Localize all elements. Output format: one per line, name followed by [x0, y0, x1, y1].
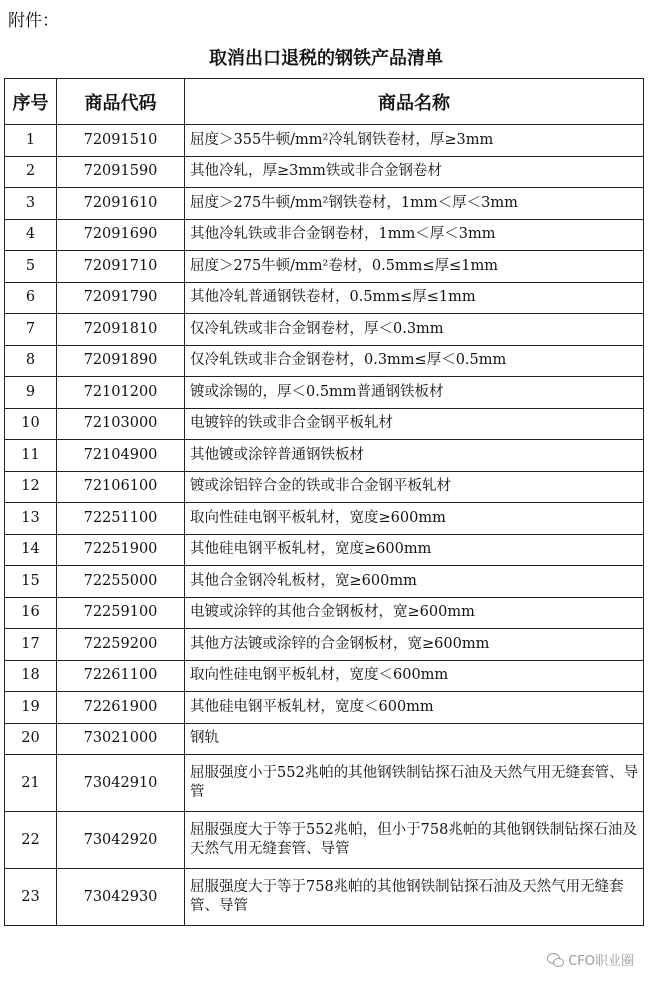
table-row	[5, 869, 644, 926]
cell-code: 72251900	[57, 534, 185, 566]
cell-name: 屈服强度小于552兆帕的其他钢铁制钻探石油及天然气用无缝套管、导管	[185, 755, 644, 812]
cell-code: 72106100	[57, 471, 185, 503]
table-row	[5, 345, 644, 377]
cell-code: 72259100	[57, 597, 185, 629]
table-row	[5, 219, 644, 251]
cell-code: 72101200	[57, 377, 185, 409]
header-code: 商品代码	[57, 79, 185, 125]
table-header-row	[5, 79, 644, 125]
product-table	[4, 78, 644, 926]
cell-no: 19	[5, 692, 57, 724]
cell-no: 14	[5, 534, 57, 566]
cell-no: 7	[5, 314, 57, 346]
cell-no: 22	[5, 812, 57, 869]
table-body	[5, 125, 644, 926]
cell-code: 72255000	[57, 566, 185, 598]
cell-code: 73042920	[57, 812, 185, 869]
cell-code: 72261100	[57, 660, 185, 692]
cell-code: 72091810	[57, 314, 185, 346]
cell-no: 9	[5, 377, 57, 409]
table-row	[5, 188, 644, 220]
table-row	[5, 503, 644, 535]
cell-no: 1	[5, 125, 57, 157]
cell-no: 13	[5, 503, 57, 535]
cell-name: 其他冷轧普通钢铁卷材，0.5mm≤厚≤1mm	[185, 282, 644, 314]
cell-name: 其他硅电钢平板轧材，宽度＜600mm	[185, 692, 644, 724]
cell-code: 72104900	[57, 440, 185, 472]
table-row	[5, 156, 644, 188]
cell-no: 20	[5, 723, 57, 755]
cell-no: 10	[5, 408, 57, 440]
table-row	[5, 755, 644, 812]
cell-name: 屈度＞275牛顿/mm²钢铁卷材，1mm＜厚＜3mm	[185, 188, 644, 220]
table-row	[5, 812, 644, 869]
cell-code: 72091690	[57, 219, 185, 251]
cell-no: 15	[5, 566, 57, 598]
table-row	[5, 440, 644, 472]
cell-name: 屈服强度大于等于758兆帕的其他钢铁制钻探石油及天然气用无缝套管、导管	[185, 869, 644, 926]
cell-no: 6	[5, 282, 57, 314]
cell-no: 16	[5, 597, 57, 629]
cell-name: 屈度＞355牛顿/mm²冷轧钢铁卷材，厚≥3mm	[185, 125, 644, 157]
wechat-icon	[547, 953, 563, 967]
cell-code: 72091510	[57, 125, 185, 157]
cell-code: 72251100	[57, 503, 185, 535]
cell-code: 72091710	[57, 251, 185, 283]
table-row	[5, 692, 644, 724]
cell-name: 镀或涂铝锌合金的铁或非合金钢平板轧材	[185, 471, 644, 503]
cell-code: 73042930	[57, 869, 185, 926]
cell-code: 72091890	[57, 345, 185, 377]
cell-name: 其他方法镀或涂锌的合金钢板材，宽≥600mm	[185, 629, 644, 661]
attachment-label: 附件：	[8, 11, 59, 31]
cell-code: 72103000	[57, 408, 185, 440]
cell-name: 钢轨	[185, 723, 644, 755]
header-no: 序号	[5, 79, 57, 125]
table-row	[5, 251, 644, 283]
cell-code: 72259200	[57, 629, 185, 661]
table-row	[5, 566, 644, 598]
table-row	[5, 597, 644, 629]
cell-no: 23	[5, 869, 57, 926]
table-row	[5, 314, 644, 346]
cell-name: 其他冷轧，厚≥3mm铁或非合金钢卷材	[185, 156, 644, 188]
cell-no: 17	[5, 629, 57, 661]
table-row	[5, 723, 644, 755]
document-title: 取消出口退税的钢铁产品清单	[209, 48, 443, 69]
table-row	[5, 629, 644, 661]
cell-name: 其他冷轧铁或非合金钢卷材，1mm＜厚＜3mm	[185, 219, 644, 251]
table-row	[5, 282, 644, 314]
cell-no: 2	[5, 156, 57, 188]
cell-name: 其他合金钢冷轧板材，宽≥600mm	[185, 566, 644, 598]
cell-no: 18	[5, 660, 57, 692]
cell-no: 8	[5, 345, 57, 377]
table-row	[5, 471, 644, 503]
cell-name: 其他镀或涂锌普通钢铁板材	[185, 440, 644, 472]
footer-watermark	[547, 950, 634, 969]
cell-name: 仅冷轧铁或非合金钢卷材，0.3mm≤厚＜0.5mm	[185, 345, 644, 377]
table-row	[5, 125, 644, 157]
cell-name: 电镀锌的铁或非合金钢平板轧材	[185, 408, 644, 440]
cell-code: 72091790	[57, 282, 185, 314]
table-row	[5, 408, 644, 440]
brand-label: CFO职业圈	[568, 954, 634, 969]
cell-name: 其他硅电钢平板轧材，宽度≥600mm	[185, 534, 644, 566]
cell-code: 72091610	[57, 188, 185, 220]
cell-code: 72261900	[57, 692, 185, 724]
cell-code: 72091590	[57, 156, 185, 188]
cell-no: 21	[5, 755, 57, 812]
cell-no: 5	[5, 251, 57, 283]
cell-no: 12	[5, 471, 57, 503]
cell-name: 取向性硅电钢平板轧材，宽度≥600mm	[185, 503, 644, 535]
cell-name: 电镀或涂锌的其他合金钢板材，宽≥600mm	[185, 597, 644, 629]
cell-name: 屈度＞275牛顿/mm²卷材，0.5mm≤厚≤1mm	[185, 251, 644, 283]
cell-name: 取向性硅电钢平板轧材，宽度＜600mm	[185, 660, 644, 692]
cell-name: 镀或涂锡的，厚＜0.5mm普通钢铁板材	[185, 377, 644, 409]
cell-no: 3	[5, 188, 57, 220]
cell-code: 73042910	[57, 755, 185, 812]
cell-name: 屈服强度大于等于552兆帕，但小于758兆帕的其他钢铁制钻探石油及天然气用无缝套管、导管	[185, 812, 644, 869]
table-row	[5, 660, 644, 692]
header-name: 商品名称	[185, 79, 644, 125]
table-row	[5, 377, 644, 409]
cell-no: 4	[5, 219, 57, 251]
cell-name: 仅冷轧铁或非合金钢卷材，厚＜0.3mm	[185, 314, 644, 346]
cell-code: 73021000	[57, 723, 185, 755]
table-row	[5, 534, 644, 566]
cell-no: 11	[5, 440, 57, 472]
